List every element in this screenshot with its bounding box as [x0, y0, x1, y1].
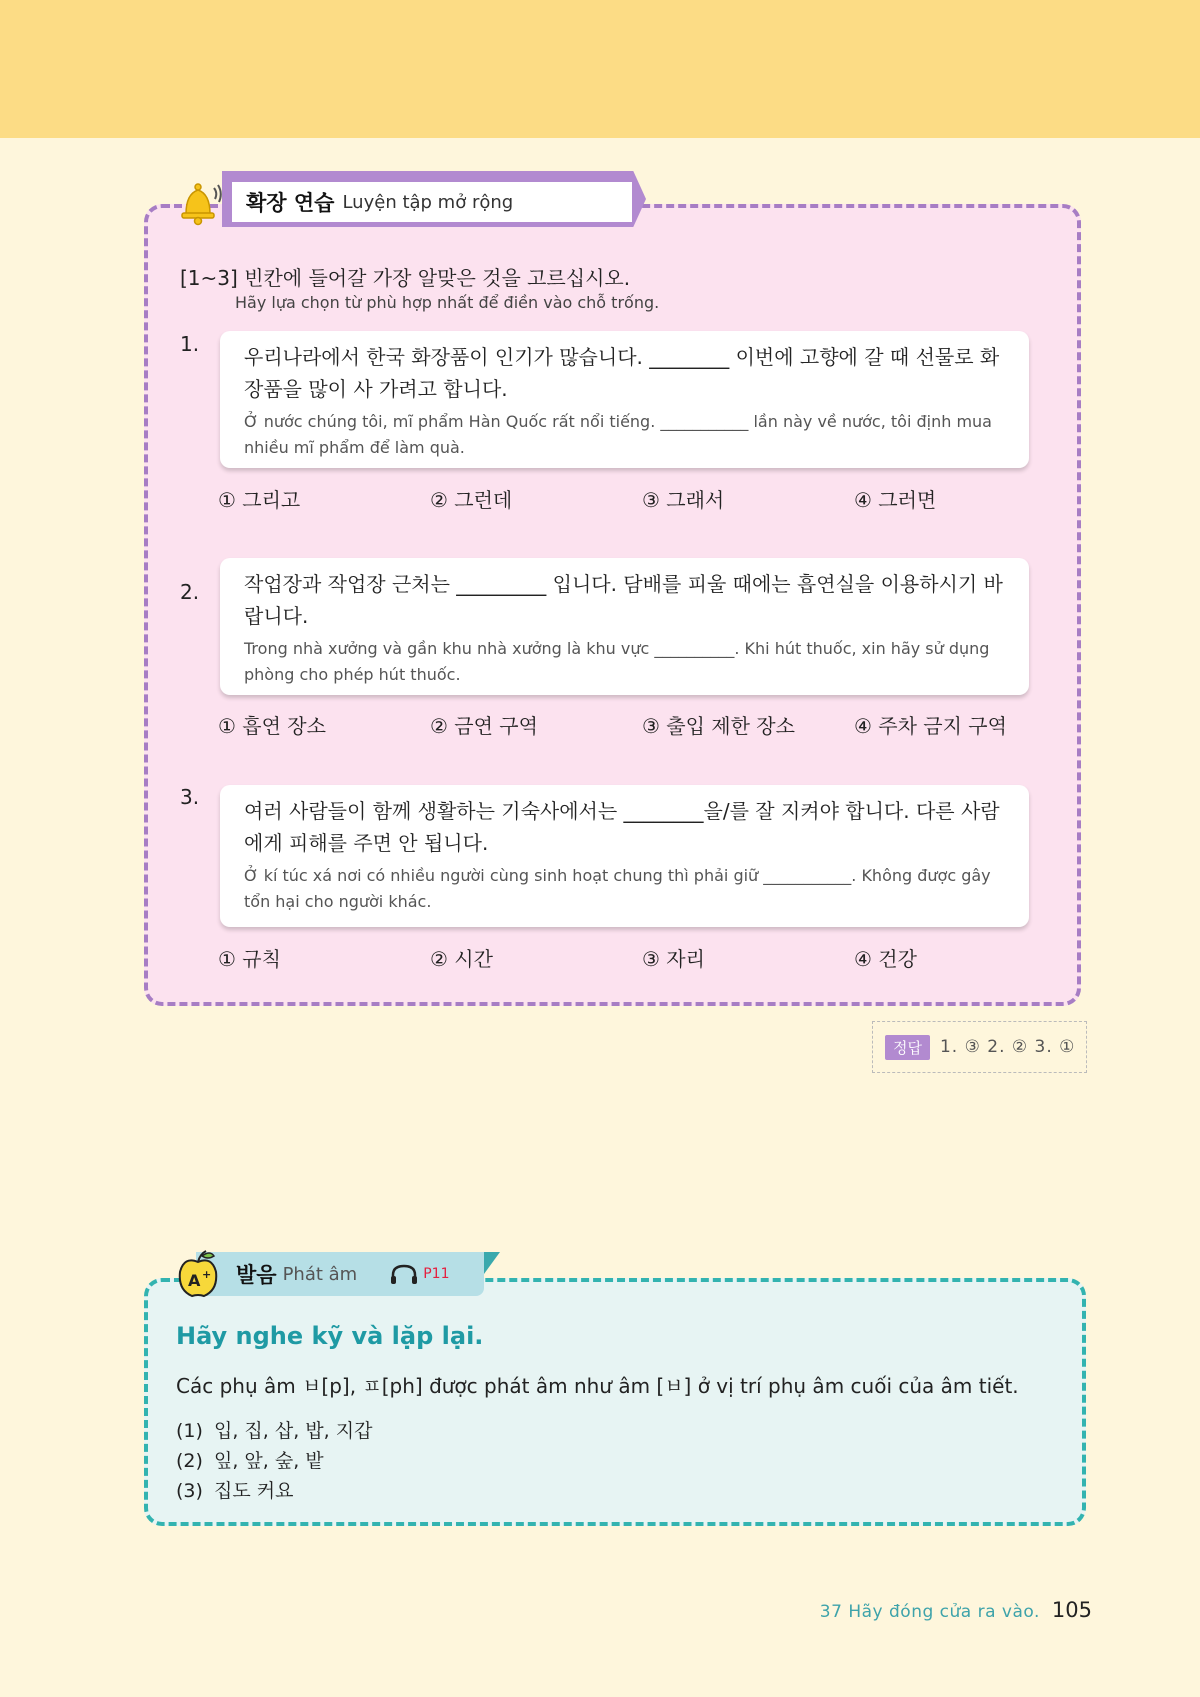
- pronunciation-tab: [196, 1252, 484, 1296]
- list-item: [176, 1416, 372, 1446]
- practice-tab-title-vi: Luyện tập mở rộng: [342, 191, 514, 213]
- practice-tab: [232, 182, 632, 222]
- question-number: 3.: [180, 785, 200, 809]
- instruction-ko: [1~3] 빈칸에 들어갈 가장 알맞은 것을 고르십시오.: [180, 266, 631, 290]
- list-item-number: (1): [176, 1420, 203, 1442]
- pronunciation-tab-title-vi: Phát âm: [282, 1263, 358, 1285]
- question-text-ko: 우리나라에서 한국 화장품이 인기가 많습니다. ________ 이번에 고향에 갈 때 선물로 화장품을 많이 사 가려고 합니다.: [244, 345, 1000, 401]
- option[interactable]: ① 흡연 장소: [218, 714, 326, 738]
- pronunciation-tab-title-ko: 발음: [236, 1263, 277, 1287]
- option[interactable]: ① 그리고: [218, 488, 301, 512]
- list-item-number: (2): [176, 1450, 203, 1472]
- option[interactable]: ④ 주차 금지 구역: [854, 714, 1007, 738]
- audio-track-ref[interactable]: P11: [423, 1266, 450, 1282]
- answer-key-label: 정답: [885, 1035, 930, 1060]
- page-footer: [820, 1598, 1092, 1622]
- chapter-title: 37 Hãy đóng cửa ra vào.: [819, 1602, 1040, 1622]
- question-card: [220, 331, 1029, 468]
- option[interactable]: ④ 그러면: [854, 488, 937, 512]
- page-number: 105: [1051, 1598, 1092, 1622]
- answer-options: [218, 484, 1078, 513]
- option[interactable]: ② 금연 구역: [430, 714, 538, 738]
- answer-options: [218, 710, 1078, 739]
- list-item-number: (3): [176, 1480, 203, 1502]
- option[interactable]: ③ 출입 제한 장소: [642, 714, 795, 738]
- pronunciation-title: Hãy nghe kỹ và lặp lại.: [176, 1322, 484, 1350]
- pronunciation-description: Các phụ âm ㅂ[p], ㅍ[ph] được phát âm như âm [ㅂ] ở vị trí phụ âm cuối của âm tiết.: [176, 1374, 1019, 1398]
- question-text-ko: 여러 사람들이 함께 생활하는 기숙사에서는 ________을/를 잘 지켜야 합니다. 다른 사람에게 피해를 주면 안 됩니다.: [244, 799, 1000, 855]
- list-item: [176, 1476, 372, 1506]
- apple-grade-icon: [174, 1248, 222, 1300]
- option[interactable]: ④ 건강: [854, 947, 917, 971]
- question-card: [220, 558, 1029, 695]
- svg-text:A: A: [188, 1271, 201, 1290]
- answer-key: [872, 1021, 1087, 1073]
- question-text-vi: Trong nhà xưởng và gần khu nhà xưởng là khu vực __________. Khi hút thuốc, xin hãy sử dụng phòng cho phép hút thuốc.: [244, 639, 990, 684]
- question-number: 1.: [180, 332, 200, 356]
- option[interactable]: ③ 자리: [642, 947, 705, 971]
- option[interactable]: ② 시간: [430, 947, 493, 971]
- practice-tab-title-ko: 확장 연습: [246, 191, 335, 215]
- list-item-text: 집도 커요: [214, 1480, 294, 1502]
- answer-options: [218, 943, 1078, 972]
- option[interactable]: ② 그런데: [430, 488, 513, 512]
- list-item-text: 잎, 앞, 숲, 밭: [214, 1450, 324, 1472]
- pronunciation-list: [176, 1416, 372, 1506]
- question-text-ko: 작업장과 작업장 근처는 _________ 입니다. 담배를 피울 때에는 흡연실을 이용하시기 바랍니다.: [244, 572, 1003, 628]
- svg-text:+: +: [202, 1268, 212, 1281]
- instruction-vi: Hãy lựa chọn từ phù hợp nhất để điền vào chỗ trống.: [235, 293, 660, 312]
- question-text-vi: Ở nước chúng tôi, mĩ phẩm Hàn Quốc rất nổi tiếng. ___________ lần này về nước, tôi định mua nhiều mĩ phẩm để làm quà.: [244, 412, 992, 457]
- question-text-vi: Ở kí túc xá nơi có nhiều người cùng sinh hoạt chung thì phải giữ ___________. Không được gây tổn hại cho người khác.: [244, 866, 991, 911]
- headphones-icon[interactable]: [389, 1263, 419, 1285]
- answer-key-text: 1. ③ 2. ② 3. ①: [939, 1037, 1076, 1057]
- bell-icon: [176, 176, 224, 226]
- option[interactable]: ① 규칙: [218, 947, 281, 971]
- list-item-text: 입, 집, 삽, 밥, 지갑: [214, 1420, 373, 1442]
- question-card: [220, 785, 1029, 927]
- question-number: 2.: [180, 580, 200, 604]
- list-item: [176, 1446, 372, 1476]
- option[interactable]: ③ 그래서: [642, 488, 725, 512]
- top-color-band: [0, 0, 1200, 138]
